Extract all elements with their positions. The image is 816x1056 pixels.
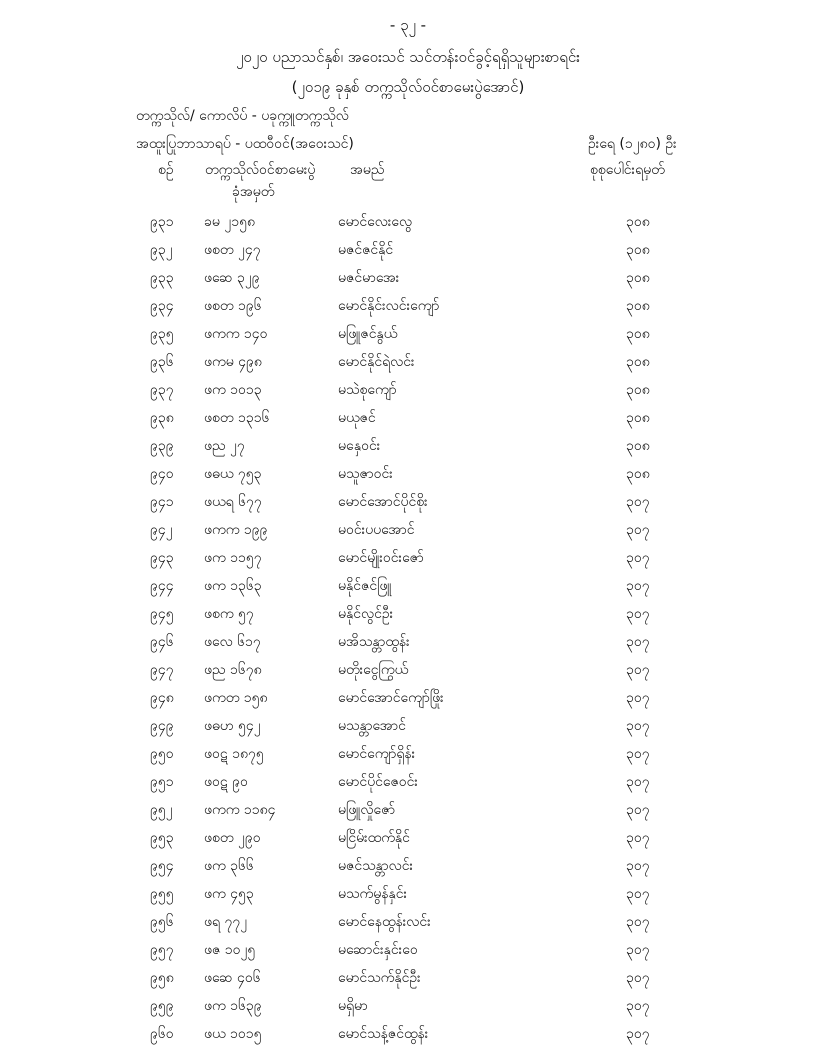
roll-number-cell: ဖက ၁၆၃၉ [204, 998, 262, 1014]
name-cell: မောင်နိုင်းလင်းကျော် [338, 298, 440, 314]
total-marks-cell: ၃၀၇ [626, 886, 650, 902]
serial-cell: ၉၅၆ [150, 914, 174, 930]
total-marks-cell: ၃၀၈ [626, 214, 650, 230]
total-marks-cell: ၃၀၇ [626, 690, 650, 706]
serial-cell: ၉၄၉ [150, 718, 174, 734]
serial-cell: ၉၄၂ [150, 522, 173, 538]
roll-number-cell: ဖလေ ၆၁၇ [204, 634, 261, 650]
serial-cell: ၉၅၄ [150, 858, 174, 874]
serial-cell: ၉၄၇ [150, 662, 174, 678]
total-marks-cell: ၃၀၇ [626, 942, 650, 958]
table-row [0, 292, 816, 320]
serial-cell: ၉၃၉ [150, 438, 174, 454]
name-cell: မဖြူလှိုဇော် [338, 802, 396, 818]
table-row [0, 572, 816, 600]
name-cell: မသူဇာဝင်း [338, 466, 393, 482]
total-marks-cell: ၃၀၈ [626, 298, 650, 314]
name-cell: မဖြူဇင်နွယ် [338, 326, 398, 342]
roll-number-cell: ဖကက ၁၉၉ [204, 522, 268, 538]
serial-cell: ၉၄၅ [150, 606, 174, 622]
serial-cell: ၉၄၄ [150, 578, 174, 594]
table-row [0, 1020, 816, 1048]
name-cell: မောင်အောင်ပိုင်စိုး [338, 494, 428, 510]
serial-cell: ၉၅၉ [150, 998, 174, 1014]
roll-number-cell: ဖကမ ၄၉၈ [204, 354, 262, 370]
roll-number-cell: ဖဇ ၁၀၂၅ [204, 942, 256, 958]
name-cell: မဝင်းပပအောင် [338, 522, 415, 538]
serial-cell: ၉၃၁ [150, 214, 174, 230]
total-marks-cell: ၃၀၇ [626, 718, 650, 734]
roll-number-cell: ဖကက ၁၁၈၄ [204, 802, 276, 818]
serial-cell: ၉၄၈ [150, 690, 174, 706]
table-row [0, 376, 816, 404]
total-marks-cell: ၃၀၇ [626, 858, 650, 874]
roll-number-cell: ဖက ၁၁၅၇ [204, 550, 262, 566]
roll-number-cell: ဖစတ ၁၉၆ [204, 298, 262, 314]
document-title: ၂၀၂၀ ပညာသင်နှစ်၊ အဝေးသင် သင်တန်းဝင်ခွင့်ရရှိသူများစာရင်း [236, 48, 580, 66]
total-count: ဦးရေ (၁၂၈၀) ဦး [588, 136, 677, 152]
total-marks-cell: ၃၀၇ [626, 606, 650, 622]
table-row [0, 460, 816, 488]
serial-cell: ၉၃၅ [150, 326, 174, 342]
table-row [0, 964, 816, 992]
roll-number-cell: ဖဆေ ၄၀၆ [204, 970, 261, 986]
total-marks-cell: ၃၀၇ [626, 550, 650, 566]
roll-number-cell: ဖဝဋ ၁၈၇၅ [204, 746, 264, 762]
total-marks-cell: ၃၀၈ [626, 242, 650, 258]
roll-number-cell: ဖစတ ၂၄၇ [204, 242, 261, 258]
roll-number-cell: ဖကတ ၁၅၈ [204, 690, 268, 706]
name-cell: မောင်လေးလွေ [338, 214, 413, 230]
serial-cell: ၉၄၀ [150, 466, 174, 482]
name-cell: မဇင်မာအေး [338, 270, 400, 286]
serial-cell: ၉၄၆ [150, 634, 174, 650]
name-cell: မောင်နေထွန်းလင်း [338, 914, 431, 930]
total-marks-cell: ၃၀၈ [626, 382, 650, 398]
table-row [0, 264, 816, 292]
total-marks-cell: ၃၀၈ [626, 410, 650, 426]
name-cell: မောင်ပိုင်ဇေဝင်း [338, 774, 418, 790]
name-cell: မယုဇင် [338, 410, 376, 426]
serial-cell: ၉၅၃ [150, 830, 174, 846]
total-marks-cell: ၃၀၇ [626, 830, 650, 846]
name-cell: မငြိမ်းထက်နိုင် [338, 830, 410, 846]
name-cell: မောင်သက်နိုင်ဦး [338, 970, 421, 986]
roll-number-cell: ဖဓဟ ၅၄၂ [204, 718, 261, 734]
serial-cell: ၉၅၀ [150, 746, 174, 762]
table-row [0, 740, 816, 768]
table-row [0, 824, 816, 852]
total-marks-cell: ၃၀၇ [626, 494, 650, 510]
column-header-serial: စဉ် [158, 162, 174, 178]
name-cell: မောင်သန့်ဇင်ထွန်း [338, 1026, 429, 1042]
total-marks-cell: ၃၀၇ [626, 998, 650, 1014]
name-cell: မသက်မွန်နှင်း [338, 886, 408, 902]
serial-cell: ၉၃၇ [150, 382, 174, 398]
table-row [0, 796, 816, 824]
total-marks-cell: ၃၀၇ [626, 662, 650, 678]
name-cell: မဆောင်းနှင်းဝေ [338, 942, 418, 958]
table-row [0, 656, 816, 684]
name-cell: မဇင်ဇင်နိုင် [338, 242, 394, 258]
total-marks-cell: ၃၀၈ [626, 326, 650, 342]
total-marks-cell: ၃၀၈ [626, 438, 650, 454]
table-row [0, 348, 816, 376]
roll-number-cell: ဖယ ၁၀၁၅ [204, 1026, 262, 1042]
roll-number-cell: ဖယရ ၆၇၇ [204, 494, 262, 510]
serial-cell: ၉၄၃ [150, 550, 174, 566]
column-header-roll: တက္ကသိုလ်ဝင်စာမေးပွဲ [205, 162, 316, 178]
roll-number-cell: ဖစက ၅၇ [204, 606, 254, 622]
table-row [0, 992, 816, 1020]
name-cell: မသန္တာအောင် [338, 718, 406, 734]
table-row [0, 936, 816, 964]
table-row [0, 236, 816, 264]
table-row [0, 684, 816, 712]
roll-number-cell: ဖဆေ ၃၂၉ [204, 270, 260, 286]
serial-cell: ၉၅၂ [150, 802, 173, 818]
total-marks-cell: ၃၀၇ [626, 578, 650, 594]
roll-number-cell: ဖစတ ၁၃၁၆ [204, 410, 270, 426]
major-subject-line: အထူးပြုဘာသာရပ် - ပထဝီဝင်(အဝေးသင်) [136, 136, 354, 152]
roll-number-cell: ဖဝဋ ၉၀ [204, 774, 248, 790]
table-row [0, 908, 816, 936]
total-marks-cell: ၃၀၇ [626, 746, 650, 762]
roll-number-cell: ခမ ၂၁၅၈ [204, 214, 255, 230]
table-row [0, 208, 816, 236]
roll-number-cell: ဖက ၁၀၁၃ [204, 382, 262, 398]
results-table [0, 208, 816, 1048]
total-marks-cell: ၃၀၇ [626, 914, 650, 930]
table-row [0, 852, 816, 880]
roll-number-cell: ဖက ၄၅၃ [204, 886, 254, 902]
serial-cell: ၉၅၈ [150, 970, 174, 986]
total-marks-cell: ၃၀၇ [626, 802, 650, 818]
serial-cell: ၉၃၆ [150, 354, 174, 370]
name-cell: မရှိမာ [338, 998, 368, 1014]
name-cell: မောင်ကျော်ရှိန်း [338, 746, 416, 762]
total-marks-cell: ၃၀၇ [626, 522, 650, 538]
table-row [0, 880, 816, 908]
name-cell: မတိုးငွေကြွယ် [338, 662, 409, 678]
total-marks-cell: ၃၀၇ [626, 970, 650, 986]
table-row [0, 432, 816, 460]
serial-cell: ၉၆၀ [150, 1026, 174, 1042]
total-marks-cell: ၃၀၇ [626, 1026, 650, 1042]
name-cell: မောင်အောင်ကျော်ဖြိုး [338, 690, 444, 706]
name-cell: မောင်မျိုးဝင်းဇော် [338, 550, 424, 566]
table-row [0, 628, 816, 656]
table-row [0, 488, 816, 516]
total-marks-cell: ၃၀၇ [626, 774, 650, 790]
roll-number-cell: ဖဓယ ၇၅၃ [204, 466, 262, 482]
table-row [0, 712, 816, 740]
university-line: တက္ကသိုလ်/ ကောလိပ် - ပခုက္ကူတက္ကသိုလ် [136, 108, 349, 124]
roll-number-cell: ဖစတ ၂၉၀ [204, 830, 261, 846]
roll-number-cell: ဖက ၁၃၆၃ [204, 578, 262, 594]
column-header-name: အမည် [350, 162, 385, 178]
serial-cell: ၉၅၁ [150, 774, 174, 790]
total-marks-cell: ၃၀၈ [626, 466, 650, 482]
name-cell: မနိုင်ဇင်ဖြူ [338, 578, 392, 594]
column-header-total: စုစုပေါင်းရမှတ် [590, 162, 665, 178]
serial-cell: ၉၃၂ [150, 242, 173, 258]
name-cell: မောင်နိုင်ရဲလင်း [338, 354, 415, 370]
roll-number-cell: ဖက ၃၆၆ [204, 858, 254, 874]
table-row [0, 320, 816, 348]
column-header-roll-line2: ခုံအမှတ် [232, 184, 275, 200]
roll-number-cell: ဖည ၂၇ [204, 438, 245, 454]
roll-number-cell: ဖည ၁၆၇၈ [204, 662, 262, 678]
table-row [0, 768, 816, 796]
total-marks-cell: ၃၀၈ [626, 270, 650, 286]
serial-cell: ၉၅၅ [150, 886, 174, 902]
roll-number-cell: ဖကက ၁၄၀ [204, 326, 268, 342]
document-subtitle: (၂၀၁၉ ခုနှစ် တက္ကသိုလ်ဝင်စာမေးပွဲအောင်) [291, 78, 525, 96]
name-cell: မနိုင်လွင်ဦး [338, 606, 394, 622]
serial-cell: ၉၃၃ [150, 270, 174, 286]
table-row [0, 544, 816, 572]
serial-cell: ၉၅၇ [150, 942, 174, 958]
total-marks-cell: ၃၀၇ [626, 634, 650, 650]
serial-cell: ၉၃၄ [150, 298, 174, 314]
serial-cell: ၉၄၁ [150, 494, 174, 510]
table-row [0, 600, 816, 628]
serial-cell: ၉၃၈ [150, 410, 174, 426]
roll-number-cell: ဖရ ၇၇၂ [204, 914, 248, 930]
page-number: - ၃၂ - [389, 16, 427, 34]
name-cell: မနှေဝင်း [338, 438, 381, 454]
table-row [0, 516, 816, 544]
name-cell: မသဲစုကျော် [338, 382, 397, 398]
total-marks-cell: ၃၀၈ [626, 354, 650, 370]
table-row [0, 404, 816, 432]
name-cell: မအိသန္တာထွန်း [338, 634, 410, 650]
name-cell: မဇင်သန္တာလင်း [338, 858, 414, 874]
